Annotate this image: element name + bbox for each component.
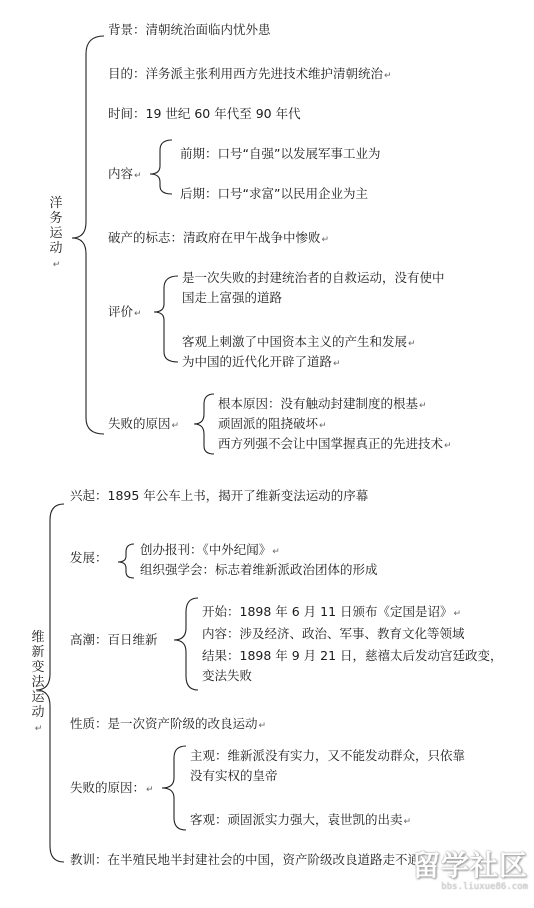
- section-title-yangwu: 洋务运动↵: [49, 196, 63, 270]
- node-failure-label-2: 失败的原因：↵: [70, 780, 154, 795]
- node-climax-line: 变法失败: [202, 668, 253, 683]
- node-evaluation-label: 评价↵: [108, 304, 142, 319]
- bracket-climax: [174, 598, 198, 690]
- node-development-line: 创办报刊：《中外纪闻》↵: [140, 542, 280, 557]
- node-development-label: 发展：: [70, 550, 108, 565]
- node-purpose: 目的：洋务派主张利用西方先进技术维护清朝统治↵: [108, 66, 392, 81]
- node-failure-line: 没有实权的皇帝: [190, 768, 278, 783]
- node-evaluation-line: 为中国的近代化开辟了道路↵: [182, 354, 341, 369]
- node-climax-line: 开始：1898 年 6 月 11 日颁布《定国是诏》↵: [202, 604, 462, 619]
- watermark-url: bbs.liuxue86.com: [441, 882, 528, 892]
- node-failure-label-1: 失败的原因↵: [108, 416, 180, 431]
- watermark-logo: 留学社区: [411, 849, 528, 882]
- node-lesson: 教训：在半殖民地半封建社会的中国，资产阶级改良道路走不通: [70, 852, 421, 867]
- node-climax-line: 结果：1898 年 9 月 21 日，慈禧太后发动宫廷政变，: [202, 648, 503, 663]
- node-bankruptcy: 破产的标志：清政府在甲午战争中惨败↵: [108, 230, 330, 245]
- node-evaluation-line: 国走上富强的道路: [182, 290, 283, 305]
- node-development-line: 组织强学会：标志着维新派政治团体的形成: [140, 562, 378, 577]
- bracket-development: [118, 544, 134, 578]
- node-content-late: 后期：口号“求富”以民用企业为主: [180, 186, 368, 201]
- node-rise: 兴起：1895 年公车上书，揭开了维新变法运动的序幕: [70, 488, 369, 503]
- node-background: 背景：清朝统治面临内忧外患: [108, 22, 271, 37]
- node-failure-line: 根本原因：没有触动封建制度的根基↵: [218, 396, 427, 411]
- node-failure-line: 客观：顽固派实力强大，袁世凯的出卖↵: [190, 812, 412, 827]
- node-failure-line: 主观：维新派没有实力，又不能发动群众，只依靠: [190, 748, 466, 763]
- node-content-label: 内容↵: [108, 166, 142, 181]
- bracket-failure1: [194, 394, 214, 454]
- watermark: [412, 844, 528, 892]
- section-title-weixin: 维新变法运动↵: [31, 630, 45, 734]
- node-failure-line: 顽固派的阻挠破坏↵: [218, 416, 327, 431]
- node-climax-label: 高潮：百日维新: [70, 632, 158, 647]
- node-time: 时间：19 世纪 60 年代至 90 年代: [108, 106, 301, 121]
- bracket-failure2: [162, 746, 186, 830]
- node-nature: 性质：是一次资产阶级的改良运动↵: [70, 716, 267, 731]
- bracket-yangwu: [72, 36, 104, 434]
- node-climax-line: 内容：涉及经济、政治、军事、教育文化等领域: [202, 626, 465, 641]
- node-failure-line: 西方列强不会让中国掌握真正的先进技术↵: [218, 436, 452, 451]
- bracket-evaluation: [154, 276, 178, 362]
- node-content-early: 前期：口号“自强”以发展军事工业为: [180, 146, 381, 161]
- bracket-content: [150, 140, 172, 194]
- node-evaluation-line: 客观上刺激了中国资本主义的产生和发展↵: [182, 334, 416, 349]
- node-evaluation-line: 是一次失败的封建统治者的自救运动，没有使中: [182, 270, 445, 285]
